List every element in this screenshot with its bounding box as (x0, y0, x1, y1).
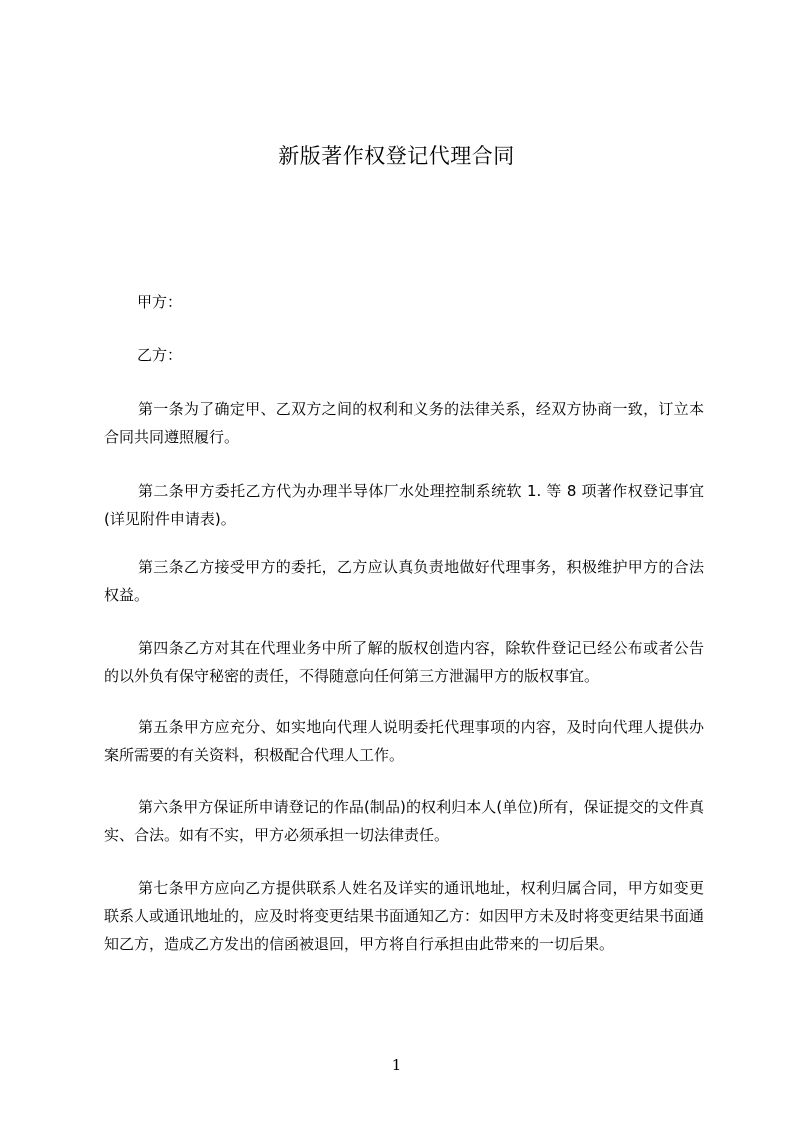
clause-1: 第一条为了确定甲、乙双方之间的权利和义务的法律关系，经双方协商一致，订立本合同共同遵照履行。 (104, 400, 704, 446)
document-title: 新版著作权登记代理合同 (278, 144, 515, 168)
clause-6: 第六条甲方保证所申请登记的作品(制品)的权利归本人(单位)所有，保证提交的文件真实、合法。如有不实，甲方必须承担一切法律责任。 (104, 798, 704, 844)
page-number: 1 (391, 1056, 402, 1074)
clause-4: 第四条乙方对其在代理业务中所了解的版权创造内容，除软件登记已经公布或者公告的以外负有保守秘密的责任，不得随意向任何第三方泄漏甲方的版权事宜。 (104, 639, 704, 685)
clause-3: 第三条乙方接受甲方的委托，乙方应认真负责地做好代理事务，积极维护甲方的合法权益。 (104, 558, 704, 604)
clause-7: 第七条甲方应向乙方提供联系人姓名及详实的通讯地址，权利归属合同，甲方如变更联系人或通讯地址的，应及时将变更结果书面通知乙方：如因甲方未及时将变更结果书面通知乙方，造成乙方发出的信函被退回，甲方将自行承担由此带来的一切后果。 (104, 879, 705, 953)
party-a-label: 甲方： (137, 293, 183, 311)
clause-5: 第五条甲方应充分、如实地向代理人说明委托代理事项的内容，及时向代理人提供办案所需要的有关资料，积极配合代理人工作。 (104, 718, 704, 764)
clause-2: 第二条甲方委托乙方代为办理半导体厂水处理控制系统软 1. 等 8 项著作权登记事宜(详见附件申请表)。 (104, 482, 704, 528)
party-b-label: 乙方： (137, 346, 183, 364)
